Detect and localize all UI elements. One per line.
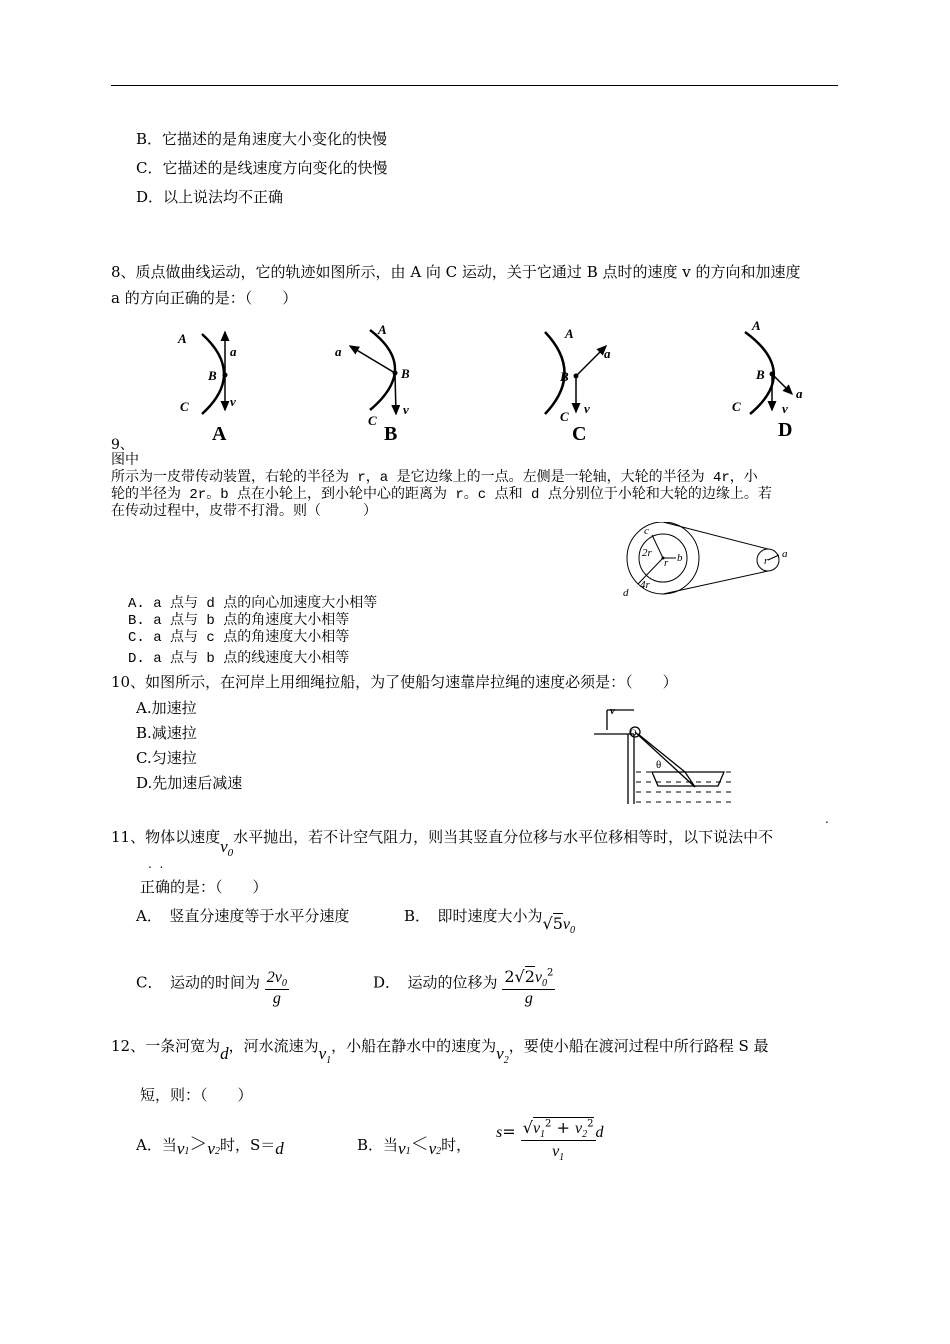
svg-text:a: a — [604, 346, 611, 361]
svg-text:2r: 2r — [642, 547, 652, 559]
q10-option-c: C.匀速拉 — [136, 749, 197, 767]
q9-stem-line2: 轮的半径为 2r。b 点在小轮上，到小轮中心的距离为 r。c 点和 d 点分别位于小轮和大轮的边缘上。若 — [111, 487, 772, 503]
svg-text:B: B — [756, 367, 765, 382]
svg-text:v: v — [230, 394, 236, 409]
svg-text:C: C — [368, 413, 377, 428]
svg-text:v: v — [610, 705, 615, 717]
q8-figure — [160, 318, 840, 443]
q9-option-c: C. a 点与 c 点的角速度大小相等 — [128, 630, 350, 646]
svg-text:C: C — [560, 409, 569, 424]
q7-option-d: D．以上说法均不正确 — [136, 188, 284, 206]
q12-option-b-formula: s= $\frac{√v_1^2 + v_2^2}{v_1}$ d — [496, 1118, 604, 1164]
svg-text:B: B — [401, 366, 410, 381]
svg-text:v: v — [584, 401, 590, 416]
q11-option-c: C． 运动的时间为 $\frac{2v_0}{g}$ — [136, 969, 287, 1008]
q8-option-b-figure — [335, 322, 410, 443]
svg-text:a: a — [230, 344, 237, 359]
q8-option-c-figure — [545, 326, 611, 443]
svg-text:b: b — [677, 552, 683, 564]
svg-text:A: A — [212, 423, 227, 443]
svg-text:d: d — [623, 587, 629, 598]
svg-text:a: a — [335, 344, 342, 359]
q8-stem-line1: 8、质点做曲线运动，它的轨迹如图所示，由 A 向 C 运动，关于它通过 B 点时的速度 v 的方向和加速度 — [111, 263, 801, 281]
q9-figure — [618, 522, 798, 598]
q11-option-d: D． 运动的位移为 $\frac{2√2v_0^2}{g}$ — [373, 967, 554, 1008]
svg-text:C: C — [180, 399, 189, 414]
q7-option-c: C．它描述的是线速度方向变化的快慢 — [136, 159, 388, 177]
q11-emphasis-dot: . — [825, 812, 829, 826]
q7-option-b: B．它描述的是角速度大小变化的快慢 — [136, 130, 388, 148]
q9-option-a: A. a 点与 d 点的向心加速度大小相等 — [128, 596, 378, 612]
svg-text:r: r — [764, 555, 769, 567]
svg-text:r: r — [664, 557, 669, 569]
q9-number: 9、 — [111, 437, 134, 453]
svg-text:A: A — [752, 318, 761, 333]
q11-emphasis-dots: . . — [148, 857, 164, 871]
svg-text:C: C — [572, 423, 587, 443]
q10-option-b: B.减速拉 — [136, 724, 197, 742]
svg-text:a: a — [796, 386, 803, 401]
svg-text:4r: 4r — [640, 579, 650, 591]
q12-option-a: A．当$v_1>v_2$时，S＝d — [136, 1134, 284, 1158]
q9-stem-line1: 所示为一皮带传动装置，右轮的半径为 r，a 是它边缘上的一点。左侧是一轮轴，大轮的半径为 4r，小 — [111, 470, 758, 486]
q8-stem-line2: a 的方向正确的是：（ ） — [111, 289, 298, 307]
header-rule — [111, 85, 838, 86]
q10-stem: 10、如图所示，在河岸上用细绳拉船，为了使船匀速靠岸拉绳的速度必须是：（ ） — [111, 673, 678, 691]
q8-option-a-figure — [177, 331, 237, 443]
svg-text:B: B — [208, 368, 217, 383]
svg-text:B: B — [384, 423, 398, 443]
q11-stem-line2: 正确的是：（ ） — [140, 878, 268, 896]
svg-text:D: D — [778, 419, 793, 441]
svg-text:θ: θ — [656, 759, 662, 771]
q8-option-d-figure — [732, 318, 803, 441]
q11-option-b: B． 即时速度大小为$√5v_0$ — [404, 907, 576, 937]
svg-text:c: c — [644, 525, 649, 537]
q10-option-d: D.先加速后减速 — [136, 774, 243, 792]
svg-text:A: A — [565, 326, 574, 341]
q10-figure — [592, 700, 740, 806]
q9-option-d: D. a 点与 b 点的线速度大小相等 — [128, 651, 350, 667]
svg-text:C: C — [732, 399, 741, 414]
q12-stem: 12、一条河宽为d，河水流速为$v_1$，小船在静水中的速度为$v_2$，要使小船在渡河过程中所行路程 S 最 — [111, 1037, 769, 1066]
q11-stem: 11、物体以速度$v_0$水平抛出，若不计空气阻力，则当其竖直分位移与水平位移相等时，以下说法中不 — [111, 828, 774, 859]
q9-stem-line3: 在传动过程中，皮带不打滑。则（ ） — [111, 504, 377, 520]
q9-option-b: B. a 点与 b 点的角速度大小相等 — [128, 613, 350, 629]
svg-text:a: a — [782, 548, 788, 560]
q12-stem-line2: 短，则：（ ） — [140, 1086, 253, 1104]
svg-text:v: v — [403, 402, 409, 417]
q10-option-a: A.加速拉 — [136, 699, 197, 717]
svg-text:B: B — [560, 369, 569, 384]
svg-text:A: A — [378, 322, 387, 337]
q9-stem-line0: 图中 — [111, 452, 139, 468]
q11-option-a: A． 竖直分速度等于水平分速度 — [136, 907, 350, 925]
q12-option-b: B．当$v_1<v_2$时， — [357, 1134, 472, 1158]
svg-text:v: v — [782, 401, 788, 416]
svg-text:A: A — [178, 331, 187, 346]
svg-text:O: O — [630, 728, 637, 738]
